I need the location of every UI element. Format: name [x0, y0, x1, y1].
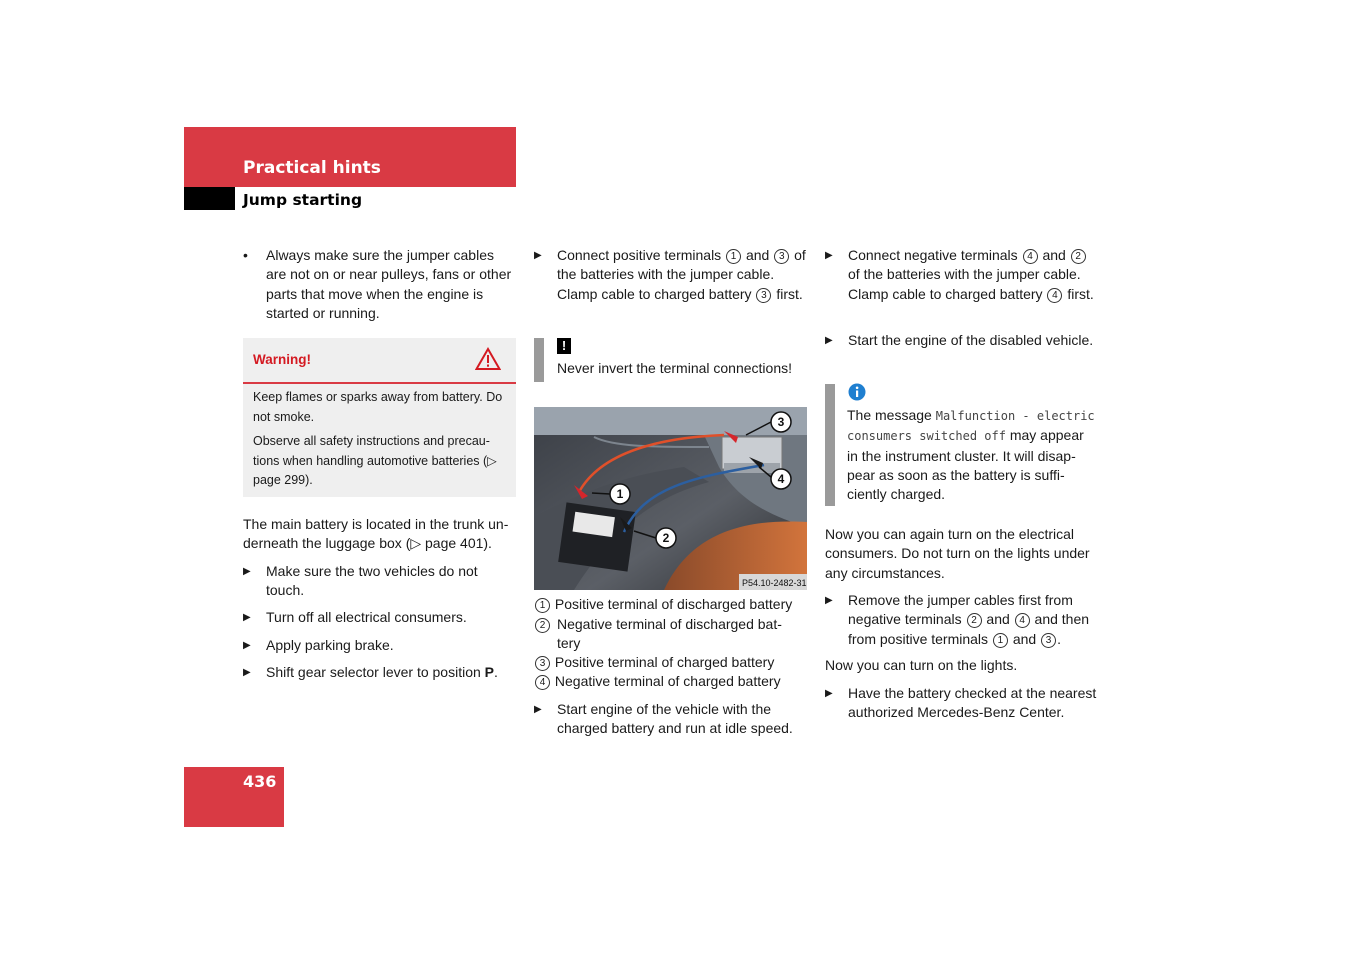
callout-4: 4 [777, 472, 785, 486]
legend-item: 1 Positive terminal of discharged battery [534, 595, 814, 614]
legend-item: 2 Negative terminal of discharged battery [534, 615, 796, 654]
list-item: • Always make sure the jumper cables are not on or near pulleys, fans or other parts that move when the engine is started or running. [243, 247, 512, 321]
list-item: ▶ Turn off all electrical consumers. [243, 608, 518, 627]
subsection-marker [184, 187, 235, 210]
display-message: Malfunction - electric consumers switched off [847, 409, 1095, 444]
callout-3: 3 [774, 249, 789, 264]
paragraph: Now you can again turn on the electrical consumers. Do not turn on the lights under any circumstances. [825, 526, 1090, 581]
list-item: ▶ Connect negative terminals 4 and 2 of the batteries with the jumper cable. Clamp cable to charged battery 4 first. [825, 247, 1094, 302]
jump-start-photo [534, 407, 807, 590]
list-item: ▶ Start engine of the vehicle with the charged battery and run at idle speed. [534, 701, 793, 737]
legend-item: 4 Negative terminal of charged battery [534, 672, 814, 691]
arrow-bullet-icon: ▶ [534, 704, 542, 715]
arrow-bullet-icon: ▶ [243, 640, 251, 651]
callout-3: 3 [777, 415, 785, 429]
warning-box [243, 338, 516, 497]
list-item: ▶ Shift gear selector lever to position P. [243, 663, 518, 682]
dot-bullet-icon: • [243, 247, 248, 263]
callout-1: 1 [726, 249, 741, 264]
list-item: ▶ Apply parking brake. [243, 636, 518, 655]
callout-3: 3 [756, 288, 771, 303]
list-item: ▶ Have the battery checked at the nearest authorized Mercedes-Benz Center. [825, 685, 1097, 721]
arrow-bullet-icon: ▶ [534, 250, 542, 261]
list-item: ▶ Make sure the two vehicles do not touch. [243, 563, 478, 599]
list-item: ▶ Remove the jumper cables first from negative terminals 2 and 4 and then from positive terminals 1 and 3 . [825, 592, 1090, 647]
list-item: ▶ Start the engine of the disabled vehicle. [825, 331, 1100, 350]
legend-item: 3 Positive terminal of charged battery [534, 653, 814, 672]
exclamation-icon: ! [557, 338, 571, 354]
note-text: Never invert the terminal connections! [557, 360, 792, 376]
warning-text-1: Keep flames or sparks away from battery. Do not smoke. [253, 390, 503, 424]
arrow-bullet-icon: ▶ [825, 250, 833, 261]
arrow-bullet-icon: ▶ [243, 612, 251, 623]
list-item: ▶ Connect positive terminals 1 and 3 of the batteries with the jumper cable. Clamp cable to charged battery 3 first. [534, 247, 806, 302]
note-bar [534, 338, 544, 382]
info-bar [825, 384, 835, 506]
arrow-bullet-icon: ▶ [825, 335, 833, 346]
paragraph: The main battery is located in the trunk underneath the luggage box (▷ page 401). [243, 516, 509, 552]
callout-2: 2 [662, 531, 670, 545]
warning-label: Warning! [253, 352, 311, 367]
warning-triangle-icon [475, 347, 501, 371]
photo-code: P54.10-2482-31 [742, 578, 807, 588]
warning-text-2: Observe all safety instructions and precautions when handling automotive batteries (▷ page 299). [253, 434, 497, 487]
trunk-illustration [534, 407, 807, 590]
arrow-bullet-icon: ▶ [243, 667, 251, 678]
arrow-bullet-icon: ▶ [825, 688, 833, 699]
info-icon [848, 383, 866, 401]
callout-1: 1 [616, 487, 624, 501]
arrow-bullet-icon: ▶ [825, 595, 833, 606]
info-text: The message Malfunction - electric consumers switched off may appear in the instrument cluster. It will disappear as soon as the battery is sufficiently charged. [847, 407, 1095, 503]
gear-position: P [484, 664, 495, 680]
subsection-title: Jump starting [243, 191, 363, 209]
header-band [184, 127, 516, 187]
paragraph: Now you can turn on the lights. [825, 657, 1018, 673]
page-number: 436 [243, 772, 277, 791]
arrow-bullet-icon: ▶ [243, 566, 251, 577]
section-title: Practical hints [243, 158, 381, 178]
warning-header [243, 338, 516, 384]
